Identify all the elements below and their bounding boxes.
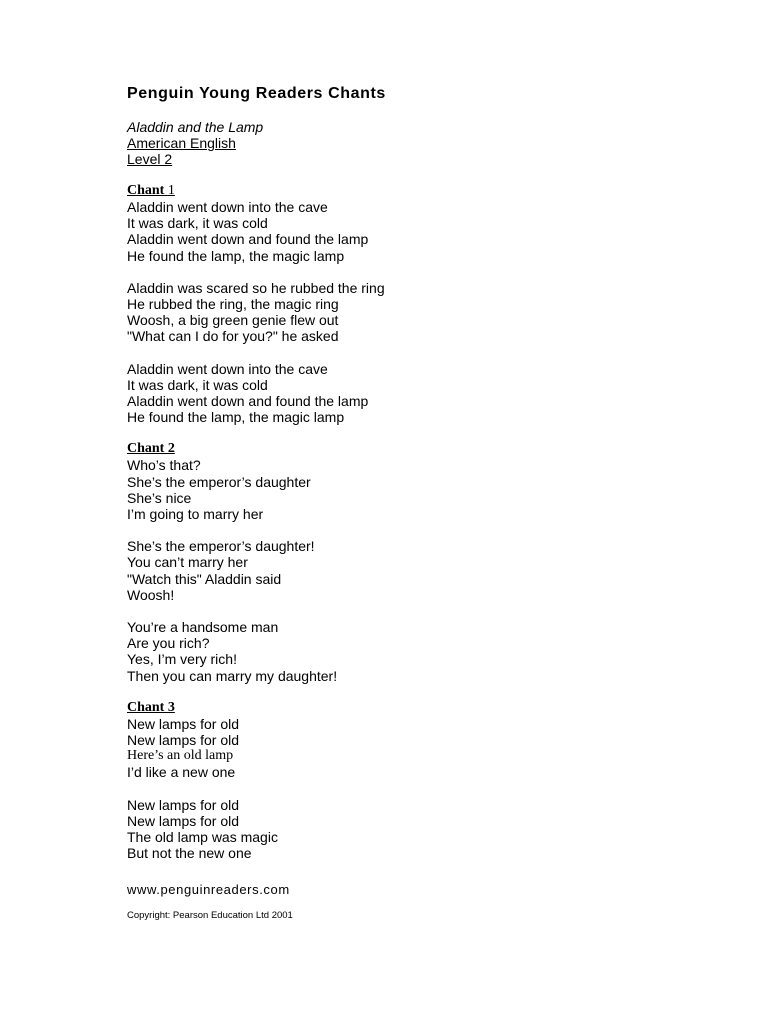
chant-heading <box>127 183 727 199</box>
document-title: Penguin Young Readers Chants <box>127 85 386 102</box>
verse-line: The old lamp was magic <box>127 829 278 846</box>
verse-line: Aladdin went down and found the lamp <box>127 231 369 248</box>
verse-line: New lamps for old <box>127 715 240 732</box>
verse-line: Aladdin went down and found the lamp <box>127 393 369 410</box>
verse-line: She’s nice <box>127 489 192 506</box>
stanza <box>127 619 727 684</box>
stanza <box>127 538 727 603</box>
verse-line: Aladdin was scared so he rubbed the ring <box>127 279 385 296</box>
verse-line: "What can I do for you?" he asked <box>127 328 339 345</box>
stanza <box>127 457 727 522</box>
chant-2 <box>127 441 727 683</box>
verse-line: He rubbed the ring, the magic ring <box>127 296 339 313</box>
stanza <box>127 199 727 264</box>
verse-line: You’re a handsome man <box>127 619 279 636</box>
website-url: www.penguinreaders.com <box>127 881 290 897</box>
verse-line: Who’s that? <box>127 457 201 474</box>
verse-line: She’s the emperor’s daughter <box>127 473 311 490</box>
stanza <box>127 280 727 345</box>
verse-line: Aladdin went down into the cave <box>127 199 328 215</box>
level-label: Level 2 <box>127 151 173 167</box>
verse-line: Then you can marry my daughter! <box>127 667 338 684</box>
chant-3 <box>127 700 727 862</box>
copyright-notice: Copyright: Pearson Education Ltd 2001 <box>127 909 293 921</box>
verse-line: It was dark, it was cold <box>127 215 268 232</box>
verse-line: I’d like a new one <box>127 764 236 781</box>
verse-line: I’m going to marry her <box>127 506 264 523</box>
chant-heading: Chant 2 <box>127 441 175 457</box>
verse-line: You can’t marry her <box>127 554 248 571</box>
edition-label: American English <box>127 135 236 151</box>
book-info <box>127 119 727 167</box>
verse-line: Yes, I’m very rich! <box>127 651 237 668</box>
verse-line: New lamps for old <box>127 812 240 829</box>
book-title: Aladdin and the Lamp <box>127 119 264 135</box>
verse-line: Aladdin went down into the cave <box>127 360 328 377</box>
stanza <box>127 716 727 781</box>
verse-line: Woosh! <box>127 586 175 603</box>
verse-line: Are you rich? <box>127 635 210 652</box>
stanza <box>127 361 727 426</box>
verse-line: He found the lamp, the magic lamp <box>127 247 345 264</box>
verse-line: Here’s an old lamp <box>127 748 234 764</box>
verse-line: Woosh, a big green genie flew out <box>127 312 339 329</box>
verse-line: She’s the emperor’s daughter! <box>127 538 315 555</box>
chant-1 <box>127 183 727 425</box>
chant-heading-word: Chant <box>127 183 165 198</box>
chant-heading: Chant 3 <box>127 699 175 715</box>
verse-line: But not the new one <box>127 845 252 862</box>
verse-line: "Watch this" Aladdin said <box>127 570 282 587</box>
document-page <box>127 84 727 922</box>
verse-line: It was dark, it was cold <box>127 376 268 393</box>
chant-heading-number: 1 <box>167 183 175 198</box>
stanza <box>127 797 727 862</box>
verse-line: He found the lamp, the magic lamp <box>127 409 345 426</box>
verse-line: New lamps for old <box>127 732 240 749</box>
verse-line: New lamps for old <box>127 796 240 813</box>
